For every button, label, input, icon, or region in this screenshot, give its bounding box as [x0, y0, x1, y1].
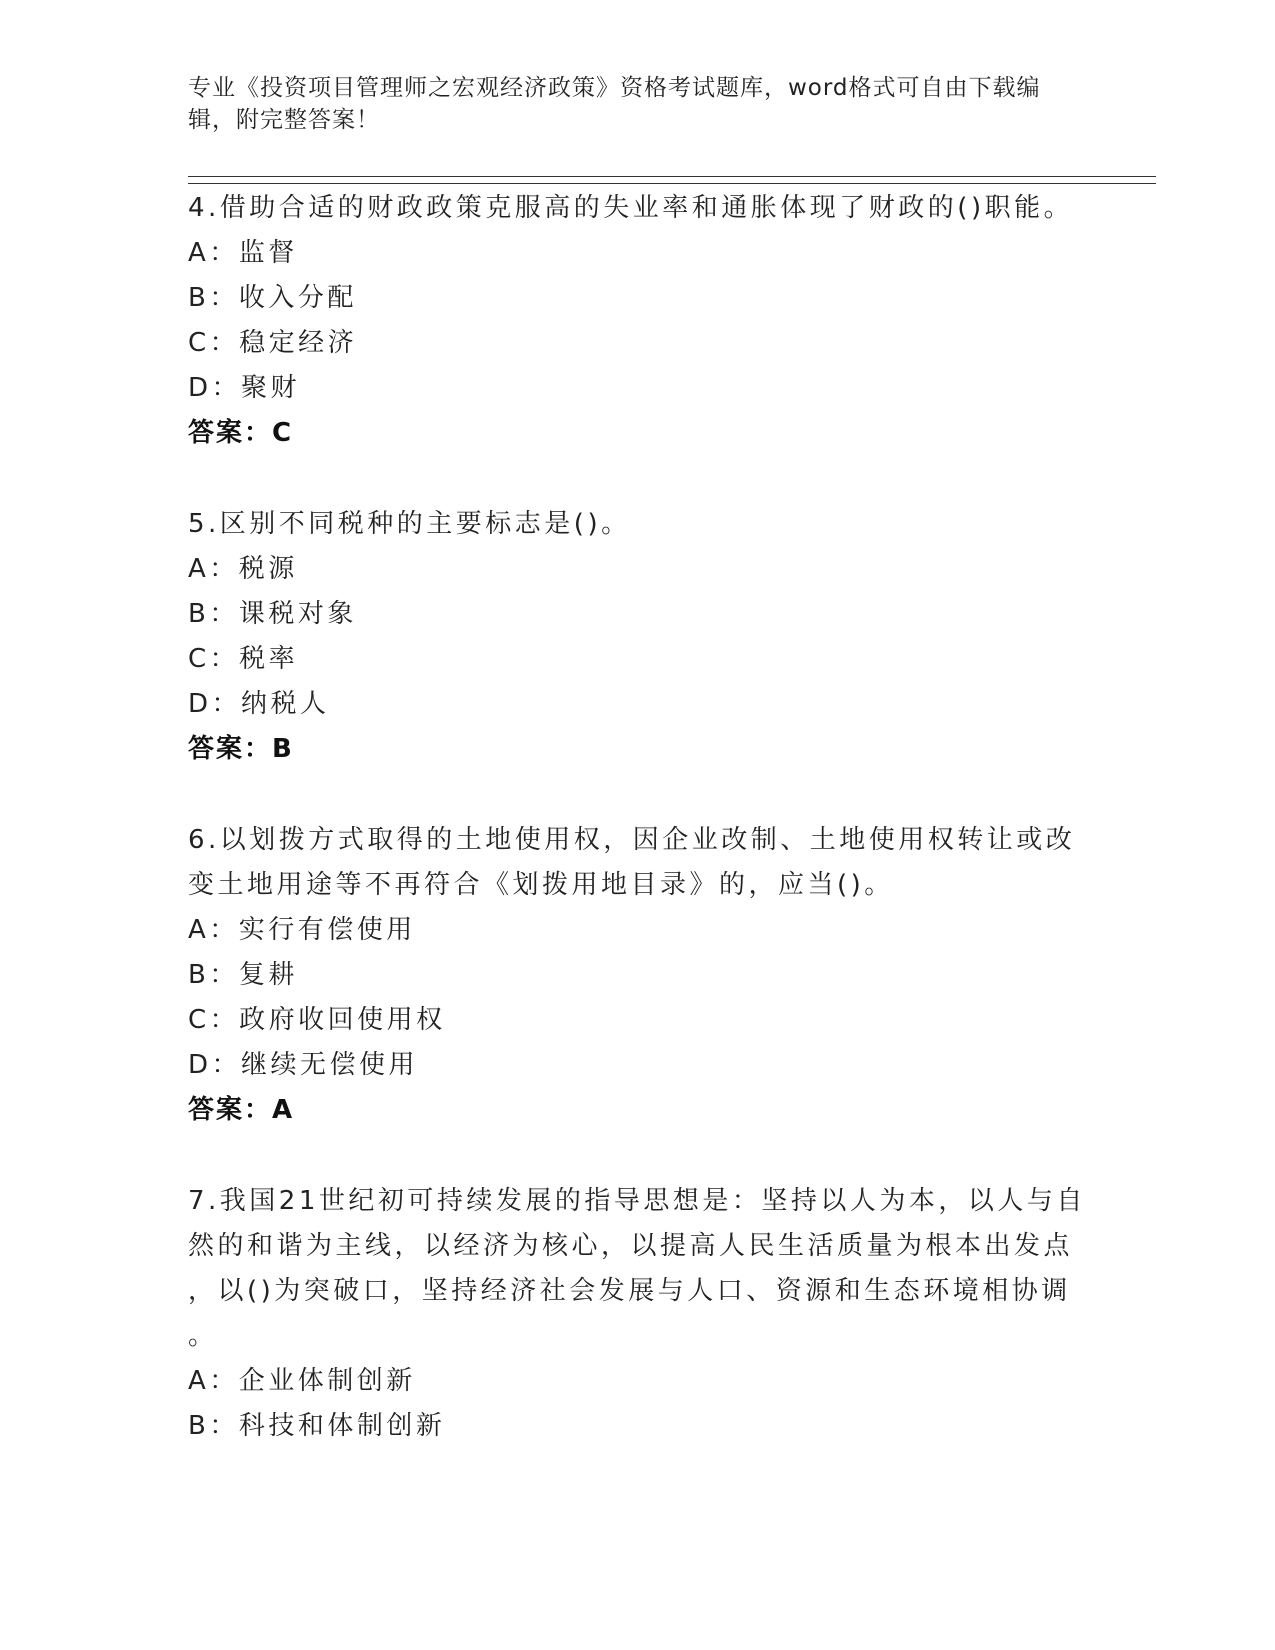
header-line-1: 专业《投资项目管理师之宏观经济政策》资格考试题库，word格式可自由下载编	[188, 75, 1041, 101]
document-header	[188, 72, 1078, 136]
option-b: B：收入分配	[188, 283, 357, 313]
option-c: C：税率	[188, 644, 299, 674]
question-7	[188, 1179, 1088, 1449]
answer-line: 答案：B	[188, 734, 294, 764]
question-5	[188, 502, 1088, 772]
option-b: B：课税对象	[188, 599, 357, 629]
option-d: D：聚财	[188, 373, 301, 403]
question-4	[188, 186, 1088, 456]
header-line-2: 辑，附完整答案！	[188, 107, 380, 133]
question-stem-line-4: 。	[188, 1321, 218, 1351]
question-stem: 4.借助合适的财政政策克服高的失业率和通胀体现了财政的()职能。	[188, 193, 1074, 223]
question-stem-line-1: 7.我国21世纪初可持续发展的指导思想是：坚持以人为本，以人与自	[188, 1186, 1086, 1216]
question-stem-line-2: 变土地用途等不再符合《划拨用地目录》的，应当()。	[188, 870, 894, 900]
question-list	[188, 186, 1088, 1495]
option-d: D：继续无偿使用	[188, 1050, 419, 1080]
question-stem-line-2: 然的和谐为主线，以经济为核心，以提高人民生活质量为根本出发点	[188, 1231, 1074, 1261]
option-a: A：税源	[188, 554, 298, 584]
answer-line: 答案：C	[188, 418, 294, 448]
option-b: B：复耕	[188, 960, 298, 990]
answer-line: 答案：A	[188, 1095, 295, 1125]
option-c: C：稳定经济	[188, 328, 358, 358]
option-a: A：监督	[188, 238, 298, 268]
question-stem-line-1: 6.以划拨方式取得的土地使用权，因企业改制、土地使用权转让或改	[188, 825, 1076, 855]
option-d: D：纳税人	[188, 689, 330, 719]
question-stem: 5.区别不同税种的主要标志是()。	[188, 509, 631, 539]
option-b: B：科技和体制创新	[188, 1411, 446, 1441]
question-6	[188, 818, 1088, 1133]
option-a: A：实行有偿使用	[188, 915, 416, 945]
header-divider	[188, 176, 1156, 184]
option-c: C：政府收回使用权	[188, 1005, 446, 1035]
question-stem-line-3: ，以()为突破口，坚持经济社会发展与人口、资源和生态环境相协调	[188, 1276, 1071, 1306]
option-a: A：企业体制创新	[188, 1366, 416, 1396]
